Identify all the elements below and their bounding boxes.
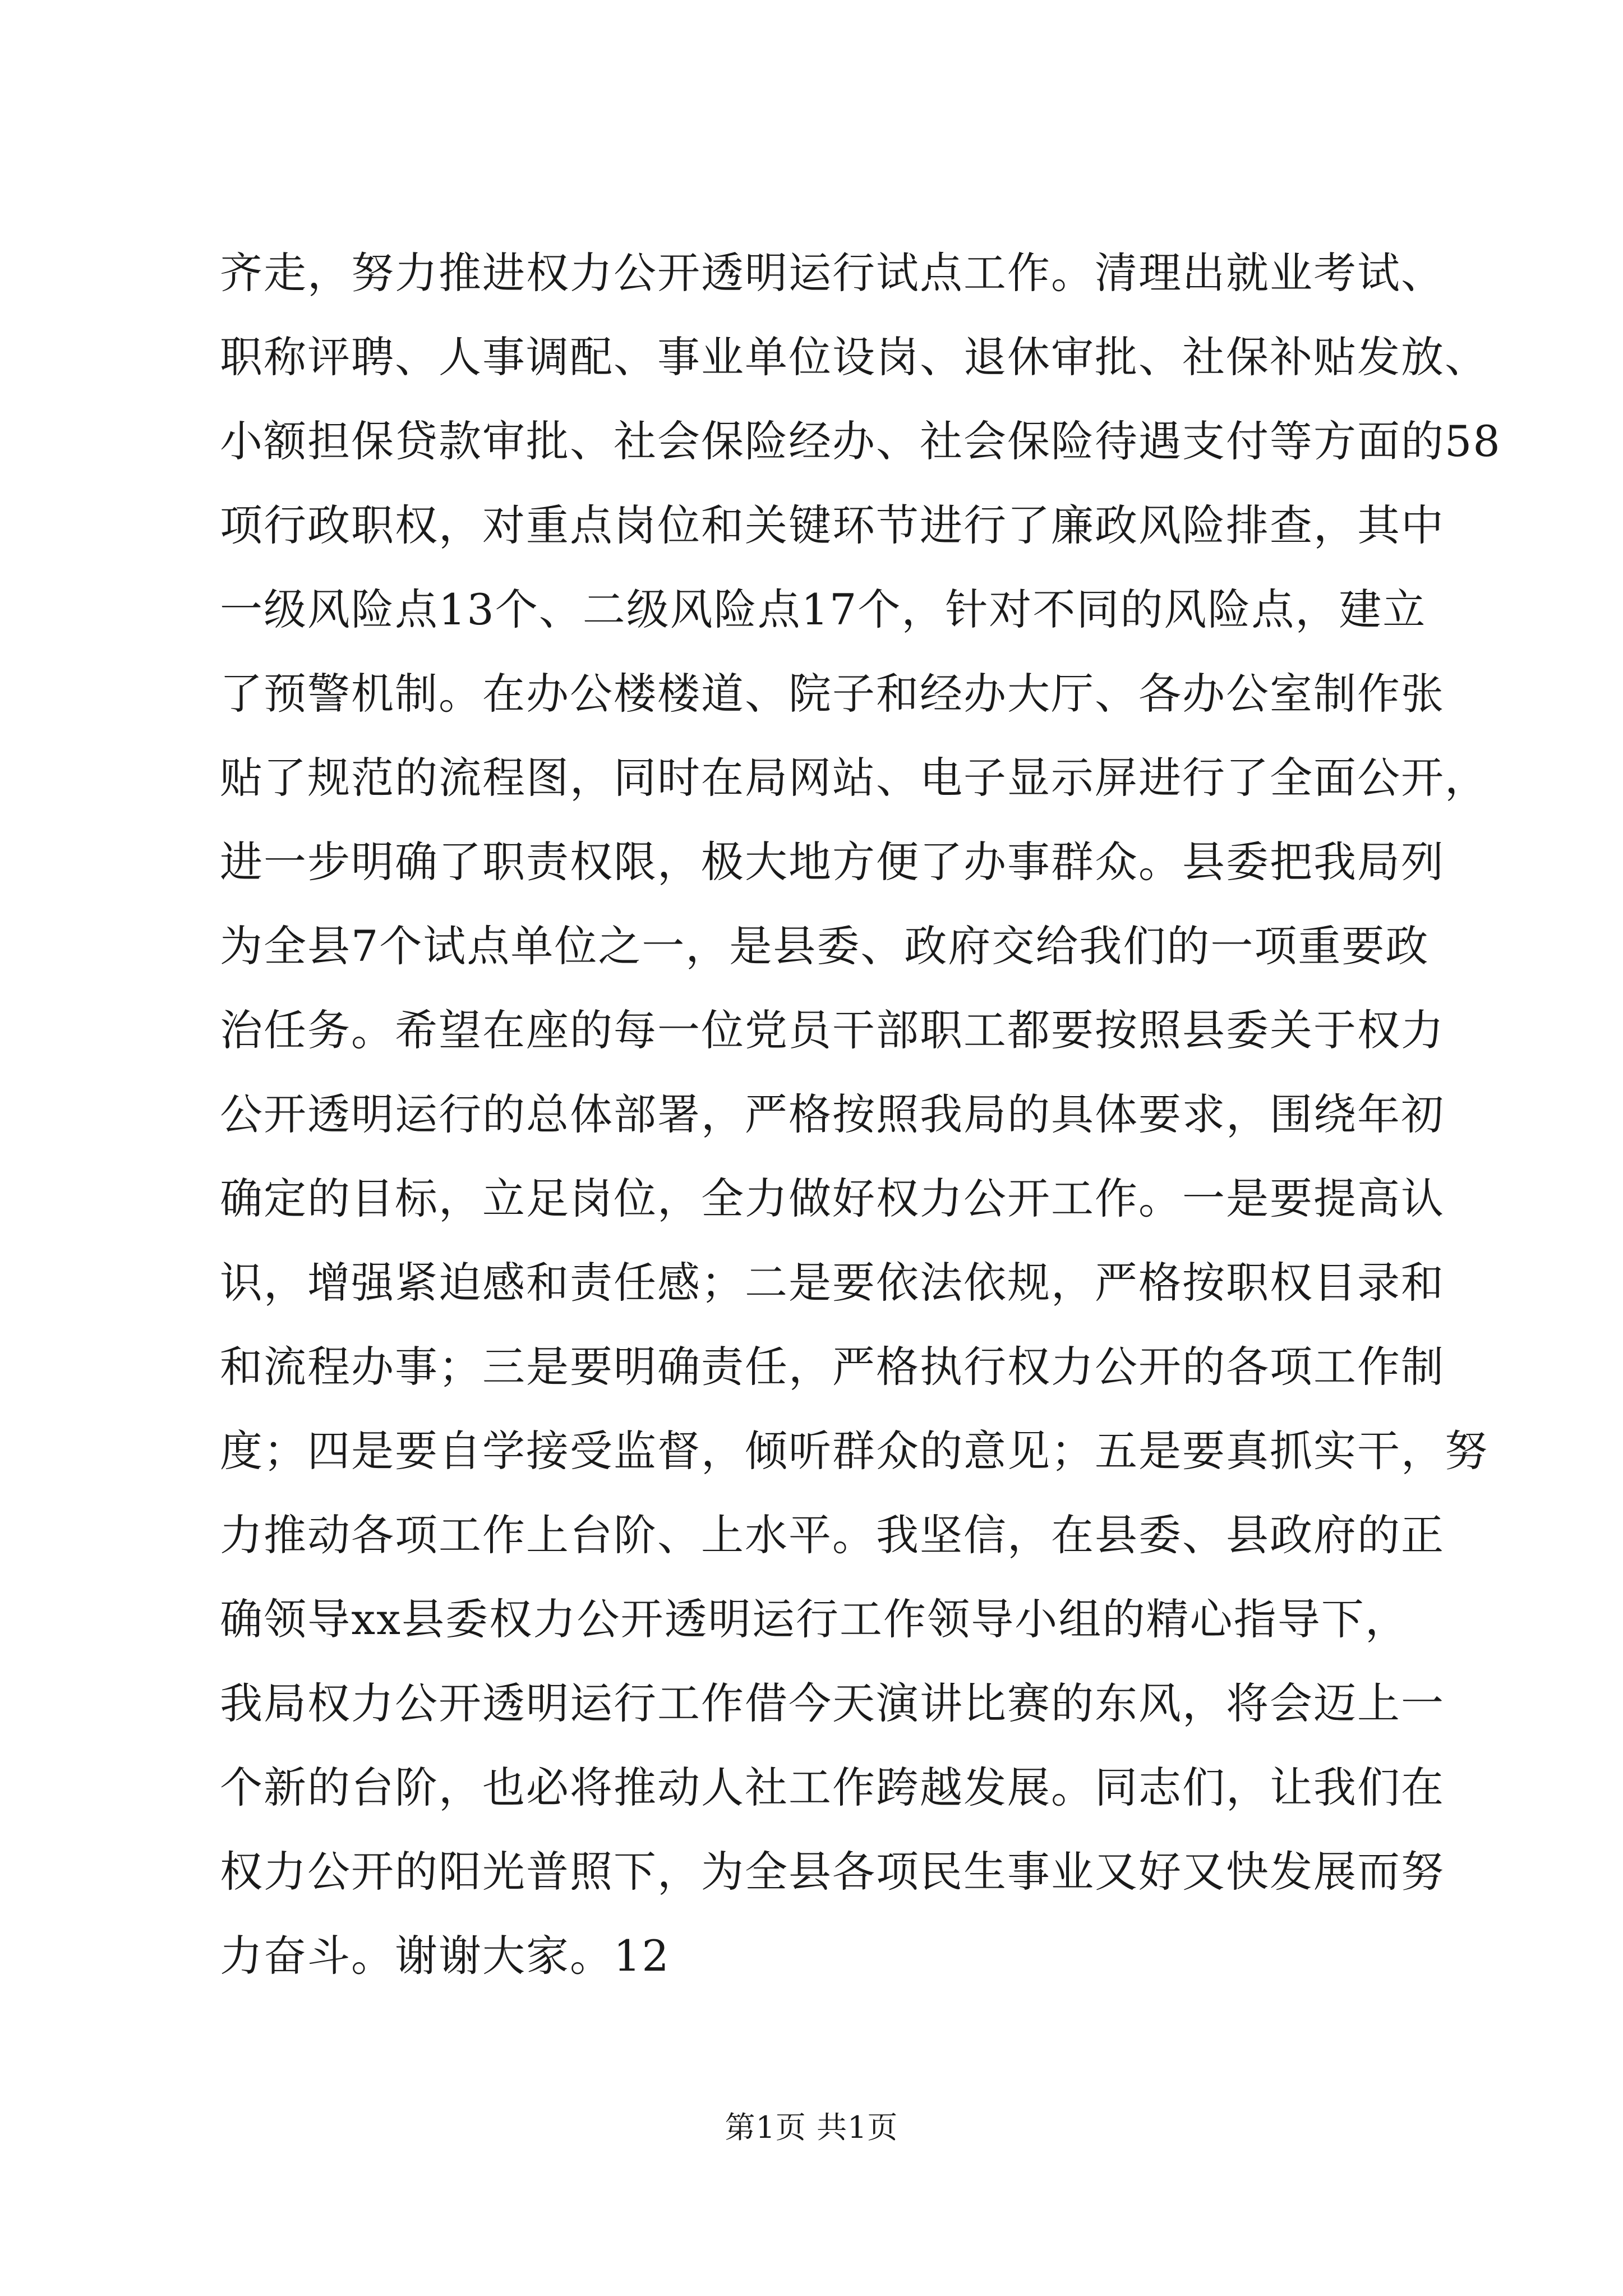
- text-line: 为全县7个试点单位之一，是县委、政府交给我们的一项重要政: [220, 921, 1430, 971]
- text-line: 力奋斗。谢谢大家。12: [220, 1931, 670, 1981]
- text-line: 项行政职权，对重点岗位和关键环节进行了廉政风险排查，其中: [220, 500, 1445, 550]
- text-line: 小额担保贷款审批、社会保险经办、社会保险待遇支付等方面的58: [220, 416, 1501, 466]
- page-footer: [0, 2108, 1623, 2147]
- text-line: 个新的台阶，也必将推动人社工作跨越发展。同志们，让我们在: [220, 1763, 1445, 1812]
- text-line: 了预警机制。在办公楼楼道、院子和经办大厅、各办公室制作张: [220, 669, 1445, 719]
- text-line: 贴了规范的流程图，同时在局网站、电子显示屏进行了全面公开，: [220, 753, 1488, 803]
- text-line: 权力公开的阳光普照下，为全县各项民生事业又好又快发展而努: [220, 1847, 1445, 1897]
- page-number-label: 第1页 共1页: [725, 2110, 898, 2145]
- body-text: [220, 231, 1501, 1998]
- text-line: 进一步明确了职责权限，极大地方便了办事群众。县委把我局列: [220, 837, 1445, 887]
- text-line: 和流程办事；三是要明确责任，严格执行权力公开的各项工作制: [220, 1342, 1445, 1392]
- text-line: 齐走，努力推进权力公开透明运行试点工作。清理出就业考试、: [220, 248, 1445, 298]
- text-line: 治任务。希望在座的每一位党员干部职工都要按照县委关于权力: [220, 1005, 1445, 1055]
- text-line: 公开透明运行的总体部署，严格按照我局的具体要求，围绕年初: [220, 1089, 1445, 1139]
- text-line: 力推动各项工作上台阶、上水平。我坚信，在县委、县政府的正: [220, 1510, 1445, 1560]
- text-line: 我局权力公开透明运行工作借今天演讲比赛的东风，将会迈上一: [220, 1678, 1445, 1728]
- text-line: 确领导xx县委权力公开透明运行工作领导小组的精心指导下，: [220, 1594, 1409, 1644]
- text-line: 职称评聘、人事调配、事业单位设岗、退休审批、社保补贴发放、: [220, 332, 1488, 382]
- text-line: 一级风险点13个、二级风险点17个，针对不同的风险点，建立: [220, 585, 1427, 634]
- text-line: 度；四是要自学接受监督，倾听群众的意见；五是要真抓实干，努: [220, 1426, 1488, 1476]
- text-line: 识，增强紧迫感和责任感；二是要依法依规，严格按职权目录和: [220, 1258, 1445, 1308]
- text-line: 确定的目标，立足岗位，全力做好权力公开工作。一是要提高认: [220, 1174, 1445, 1223]
